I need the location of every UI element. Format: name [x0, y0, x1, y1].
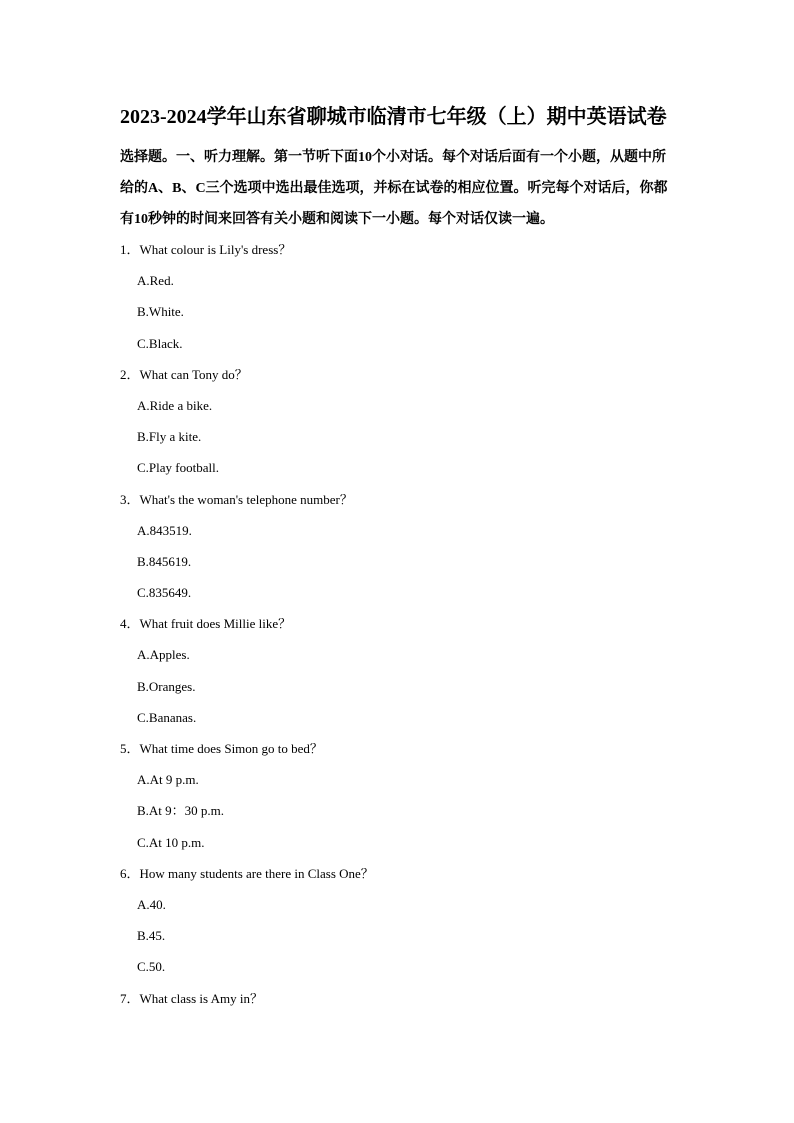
question-6 — [120, 858, 676, 983]
question-5 — [120, 733, 676, 858]
option-b: B.Oranges. — [137, 678, 196, 694]
instructions-line-3: 有10秒钟的时间来回答有关小题和阅读下一小题。每个对话仅读一遍。 — [120, 212, 554, 227]
option-b: B.At 9：30 p.m. — [137, 803, 225, 819]
option-b: B.45. — [137, 928, 166, 944]
option-c: C.Play football. — [137, 460, 219, 476]
option-c: C.Black. — [137, 335, 183, 351]
option-a: A.40. — [137, 896, 166, 912]
option-c: C.835649. — [137, 585, 192, 601]
option-c: C.At 10 p.m. — [137, 834, 205, 850]
option-b: B.845619. — [137, 553, 192, 569]
instructions-line-1: 选择题。一、听力理解。第一节听下面10个小对话。每个对话后面有一个小题，从题中所 — [120, 150, 666, 165]
option-a: A.Red. — [137, 273, 174, 289]
question-list — [120, 234, 676, 1014]
option-b: B.White. — [137, 304, 184, 320]
question-1 — [120, 234, 676, 359]
option-a: A.Ride a bike. — [137, 397, 213, 413]
option-c: C.50. — [137, 959, 166, 975]
option-a: A.843519. — [137, 522, 192, 538]
page-title: 2023-2024学年山东省聊城市临清市七年级（上）期中英语试卷 — [120, 106, 667, 128]
question-stem: 3．What's the woman's telephone number？ — [120, 491, 353, 507]
instructions — [120, 142, 676, 235]
question-4 — [120, 608, 676, 733]
option-b: B.Fly a kite. — [137, 429, 202, 445]
option-c: C.Bananas. — [137, 709, 197, 725]
option-a: A.At 9 p.m. — [137, 772, 199, 788]
option-a: A.Apples. — [137, 647, 190, 663]
question-7 — [120, 983, 676, 1014]
question-3 — [120, 484, 676, 609]
question-stem: 1．What colour is Lily's dress？ — [120, 242, 292, 257]
question-stem: 7．What class is Amy in？ — [120, 990, 263, 1006]
instructions-line-2: 给的A、B、C三个选项中选出最佳选项，并标在试卷的相应位置。听完每个对话后，你都 — [120, 181, 668, 196]
question-2 — [120, 359, 676, 484]
question-stem: 2．What can Tony do？ — [120, 366, 248, 382]
question-stem: 5．What time does Simon go to bed？ — [120, 741, 323, 756]
question-stem: 6．How many students are there in Class One？ — [120, 865, 374, 881]
question-stem: 4．What fruit does Millie like？ — [120, 616, 292, 632]
